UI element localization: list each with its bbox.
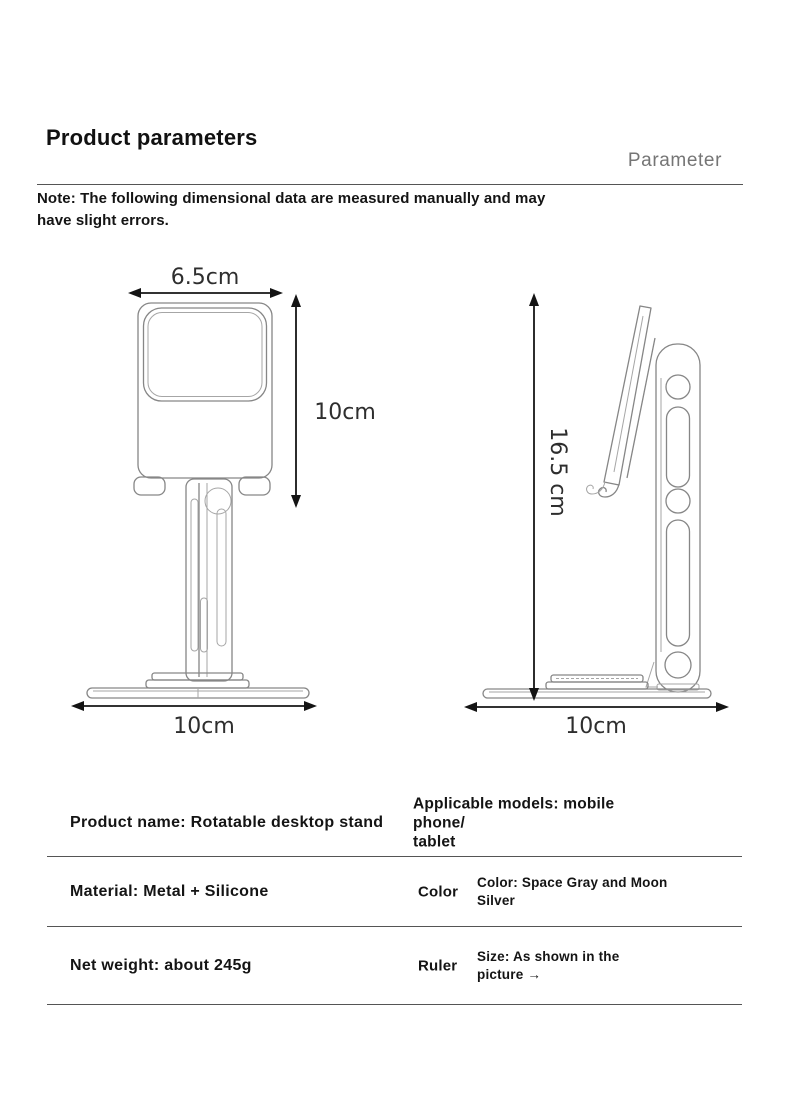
size-value-line-2: picture →: [477, 966, 542, 982]
front-back-pad: [144, 308, 267, 401]
color-value-cell: [477, 874, 677, 910]
material-cell: Material: Metal + Silicone: [70, 882, 269, 900]
side-arm: [646, 344, 700, 692]
table-row: [47, 927, 742, 1005]
measurement-note: [37, 188, 597, 232]
side-hook-inner: [587, 482, 605, 494]
applicable-models-cell: [413, 795, 669, 852]
applicable-models-line-1: Applicable models: mobile phone/: [413, 795, 615, 832]
side-base-label: 10cm: [565, 714, 627, 739]
applicable-models-line-2: tablet: [413, 833, 456, 851]
corner-label: Parameter: [627, 150, 722, 171]
front-base: [87, 673, 309, 698]
size-value-line-1: Size: As shown in the: [477, 948, 620, 964]
table-row: [47, 857, 742, 927]
front-base-dimension: [71, 701, 317, 739]
color-value-line-1: Color: Space Gray and Moon: [477, 874, 668, 890]
front-width-dimension: [128, 265, 283, 298]
color-value-line-2: Silver: [477, 892, 515, 908]
front-width-label: 6.5cm: [170, 265, 240, 290]
front-column: [186, 479, 232, 681]
front-back-pad-inner: [148, 313, 262, 397]
ruler-label: Ruler: [418, 957, 458, 974]
front-foot-left: [134, 477, 165, 495]
front-holder-plate: [138, 303, 272, 478]
front-view-drawing: [87, 303, 309, 698]
front-height-label: 10cm: [314, 400, 376, 425]
note-line-2: have slight errors.: [37, 212, 169, 229]
header-divider: [37, 184, 743, 185]
size-value-cell: [477, 948, 677, 984]
table-row: [47, 790, 742, 857]
dimension-diagram: [0, 250, 790, 750]
front-base-label: 10cm: [173, 714, 235, 739]
page-title: Product parameters: [46, 125, 258, 150]
front-foot-right: [239, 477, 270, 495]
side-hook: [599, 484, 619, 497]
note-line-1: Note: The following dimensional data are measured manually and may: [37, 190, 546, 207]
front-height-dimension: [291, 294, 376, 508]
side-height-label: 16.5 cm: [545, 427, 570, 517]
color-label: Color: [418, 883, 459, 900]
spec-table: [47, 790, 742, 1005]
side-base-dimension: [464, 702, 729, 739]
side-view-drawing: [483, 306, 711, 698]
side-height-dimension: [529, 293, 570, 701]
product-name-cell: Product name: Rotatable desktop stand: [70, 814, 384, 831]
net-weight-cell: Net weight: about 245g: [70, 956, 252, 974]
